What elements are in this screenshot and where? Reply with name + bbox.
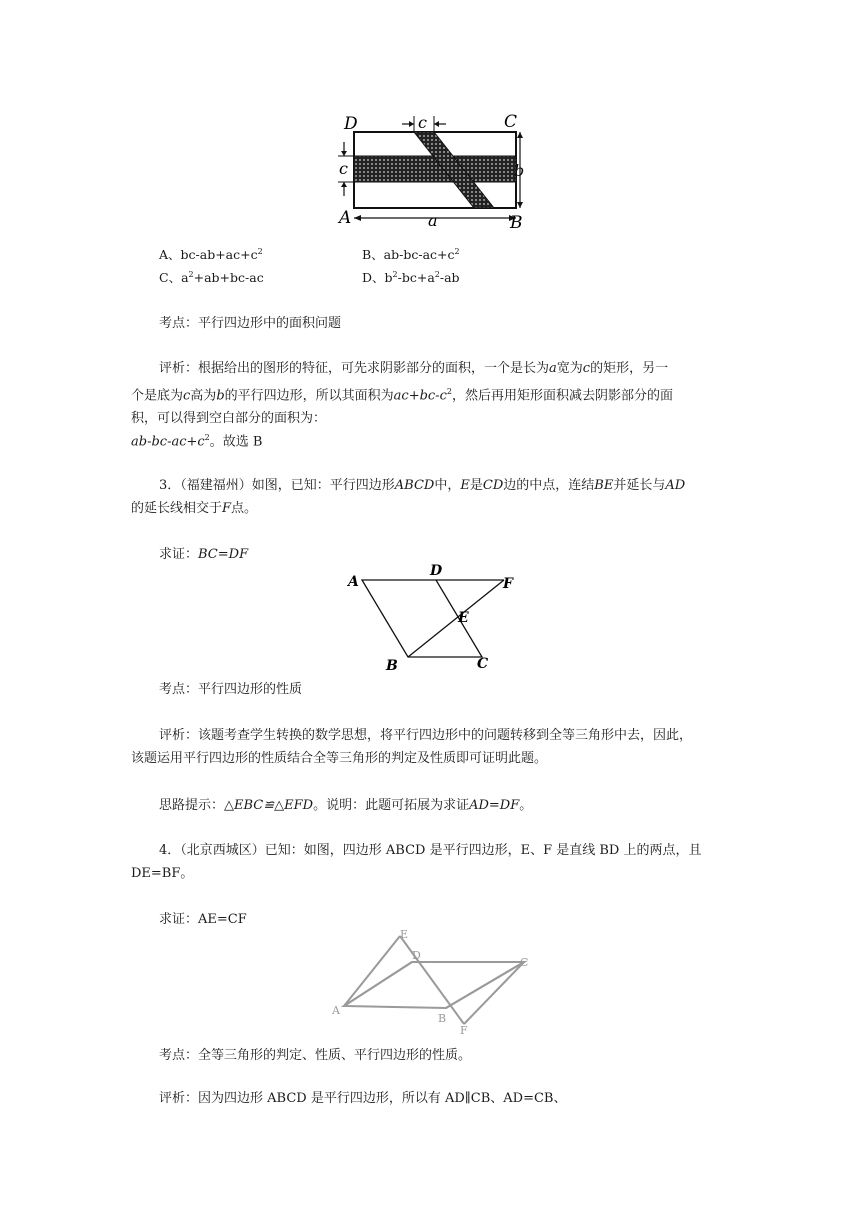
q4-stem: 4．（北京西城区）已知：如图，四边形 ABCD 是平行四边形，E、F 是直线 BD 上的两点，且 DE=BF。 [131, 843, 702, 881]
q2-pingxi: 评析：根据给出的图形的特征，可先求阴影部分的面积，一个是长为a宽为c的矩形，另一 个是底为c高为b的平行四边形，所以其面积为$ac+bc-c^2$，然后再用矩形面积减去阴影部分的面 积，可以得到空白部分的面积为： [131, 361, 673, 427]
figure-rectangle-strips [334, 110, 534, 232]
q3-label-A: A [348, 574, 359, 590]
q3-label-E: E [458, 610, 469, 626]
q3-kaodian: 考点：平行四边形的性质 [159, 682, 303, 697]
q4-label-A: A [332, 1004, 340, 1017]
q3-label-D: D [430, 563, 443, 579]
figure-parallelogram-q4 [324, 928, 542, 1034]
q4-prove: 求证：AE=CF [159, 912, 247, 927]
figure-parallelogram-q3 [344, 562, 520, 674]
horizontal-strip [354, 156, 516, 182]
label-c-left: c [339, 159, 348, 178]
q3-prove: 求证：BC=DF [159, 547, 249, 562]
q3-pingxi: 评析：该题考查学生转换的数学思想，将平行四边形中的问题转移到全等三角形中去，因此， 该题运用平行四边形的性质结合全等三角形的判定及性质即可证明此题。 [131, 728, 693, 766]
label-a: a [428, 211, 438, 230]
q4-label-C: C [520, 956, 529, 969]
q4-label-D: D [412, 949, 421, 962]
q4-kaodian: 考点：全等三角形的判定、性质、平行四边形的性质。 [159, 1048, 472, 1063]
label-b: b [514, 161, 525, 180]
option-A: A、$bc-ab+ac+c^2$ [159, 247, 263, 262]
option-C: C、$a^2+ab+bc-ac$ [159, 270, 264, 285]
q3-label-C: C [477, 656, 489, 672]
q2-kaodian: 考点：平行四边形中的面积问题 [159, 316, 342, 331]
q4-label-E: E [400, 928, 409, 941]
label-c-top: c [418, 113, 427, 132]
q2-answer: $ab-bc-ac+c^2$。故选 B [131, 433, 263, 450]
q3-label-B: B [386, 658, 398, 674]
q3-stem: 3．（福建福州）如图，已知：平行四边形ABCD中，E是CD边的中点，连结BE并延长与AD 的延长线相交于F点。 [131, 478, 686, 516]
q3-label-F: F [503, 576, 513, 592]
option-B: B、$ab-bc-ac+c^2$ [362, 247, 460, 262]
label-C: C [504, 112, 518, 132]
q4-pingxi: 评析：因为四边形 ABCD 是平行四边形，所以有 AD∥CB、AD=CB、 [159, 1091, 567, 1106]
option-D: D、$b^2-bc+a^2-ab$ [362, 270, 460, 285]
q4-label-B: B [438, 1012, 447, 1025]
q4-label-F: F [460, 1024, 468, 1034]
label-B: B [510, 213, 523, 232]
label-D: D [344, 114, 358, 134]
label-A: A [339, 208, 352, 228]
q3-hint: 思路提示：△EBC≌△EFD。说明：此题可拓展为求证AD=DF。 [159, 798, 533, 813]
